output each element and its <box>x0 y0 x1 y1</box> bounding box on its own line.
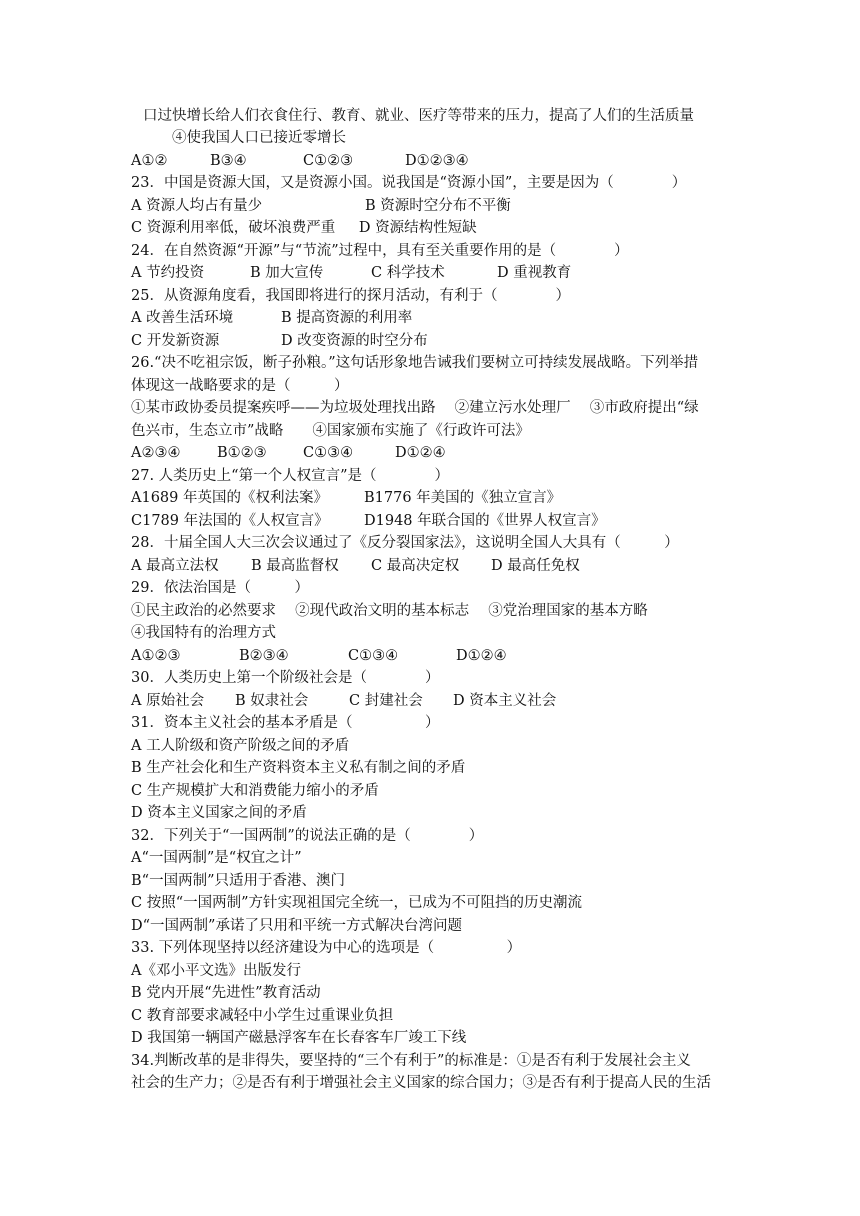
option-d: D 最高任免权 <box>491 558 580 574</box>
question-32: 32．下列关于“一国两制”的说法正确的是（ ） <box>131 828 484 844</box>
text-line: ④我国特有的治理方式 <box>131 625 276 641</box>
option-d: D①②④ <box>395 445 446 461</box>
option-b: B1776 年美国的《独立宣言》 <box>364 490 562 506</box>
options-q27b <box>131 511 606 533</box>
option-c: C 最高决定权 <box>371 558 460 574</box>
question-25: 25．从资源角度看，我国即将进行的探月活动，有利于（ ） <box>131 288 570 304</box>
option-d: D 资本主义社会 <box>453 693 557 709</box>
option-a: A 节约投资 <box>131 265 205 281</box>
option-b: B 生产社会化和生产资料资本主义私有制之间的矛盾 <box>131 760 466 776</box>
option-b: B②③④ <box>239 648 289 664</box>
option-b: B 提高资源的利用率 <box>281 310 413 326</box>
option-d: D 改变资源的时空分布 <box>281 333 428 349</box>
option-c: C 科学技术 <box>371 265 445 281</box>
option-a: A1689 年英国的《权利法案》 <box>131 490 328 506</box>
option-b: B 最高监督权 <box>251 558 339 574</box>
option-c: C 开发新资源 <box>131 333 220 349</box>
option-a: A②③④ <box>131 445 181 461</box>
option-c: C①③④ <box>348 648 399 664</box>
option-d: D 重视教育 <box>497 265 572 281</box>
options-q25a <box>131 308 413 330</box>
question-24: 24．在自然资源“开源”与“节流”过程中，具有至关重要作用的是（ ） <box>131 243 629 259</box>
question-34: 34.判断改革的是非得失，要坚持的“三个有利于”的标准是：①是否有利于发展社会主义 <box>131 1053 691 1069</box>
option-a: A①② <box>131 153 168 169</box>
text-line: ①某市政协委员提案疾呼——为垃圾处理找出路 ②建立污水处理厂 ③市政府提出“绿 <box>131 400 699 416</box>
options-q29 <box>131 646 507 668</box>
option-a: A《邓小平文选》出版发行 <box>131 963 301 979</box>
option-c: C 按照“一国两制”方针实现祖国完全统一，已成为不可阻挡的历史潮流 <box>131 895 583 911</box>
option-d: D①②③④ <box>405 153 469 169</box>
option-a: A①②③ <box>131 648 181 664</box>
option-a: A 资源人均占有量少 <box>131 198 263 214</box>
option-d: D 我国第一辆国产磁悬浮客车在长春客车厂竣工下线 <box>131 1030 467 1046</box>
options-q28 <box>131 556 580 578</box>
option-d: D①②④ <box>456 648 507 664</box>
option-d: D“一国两制”承诺了只用和平统一方式解决台湾问题 <box>131 918 462 934</box>
option-b: B“一国两制”只适用于香港、澳门 <box>131 873 345 889</box>
option-a: A“一国两制”是“权宜之计” <box>131 850 302 866</box>
option-a: A 原始社会 <box>131 693 205 709</box>
option-a: A 工人阶级和资产阶级之间的矛盾 <box>131 738 350 754</box>
text-line: ①民主政治的必然要求 ②现代政治文明的基本标志 ③党治理国家的基本方略 <box>131 603 648 619</box>
option-b: B 奴隶社会 <box>235 693 309 709</box>
option-b: B 党内开展“先进性”教育活动 <box>131 985 321 1001</box>
text-line: C 资源利用率低，破坏浪费严重 D 资源结构性短缺 <box>131 220 477 236</box>
text-line: 口过快增长给人们衣食住行、教育、就业、医疗等带来的压力，提高了人们的生活质量 <box>143 108 694 124</box>
option-c: C 教育部要求减轻中小学生过重课业负担 <box>131 1008 394 1024</box>
option-d: D 资本主义国家之间的矛盾 <box>131 805 307 821</box>
question-27: 27. 人类历史上“第一个人权宣言”是（ ） <box>131 468 449 484</box>
options-q30 <box>131 691 557 713</box>
option-c: C 封建社会 <box>349 693 423 709</box>
option-b: B 资源时空分布不平衡 <box>365 198 511 214</box>
option-c: C①②③ <box>303 153 354 169</box>
question-28: 28．十届全国人大三次会议通过了《反分裂国家法》，这说明全国人大具有（ ） <box>131 535 679 551</box>
question-29: 29．依法治国是（ ） <box>131 580 309 596</box>
text-line: 色兴市，生态立市”战略 ④国家颁布实施了《行政许可法》 <box>131 423 530 439</box>
options-q23 <box>131 196 511 218</box>
question-23: 23．中国是资源大国，又是资源小国。说我国是“资源小国”，主要是因为（ ） <box>131 175 687 191</box>
options-q24 <box>131 263 572 285</box>
question-30: 30．人类历史上第一个阶级社会是（ ） <box>131 670 440 686</box>
text-line: 体现这一战略要求的是（ ） <box>131 378 349 394</box>
option-d: D1948 年联合国的《世界人权宣言》 <box>364 513 606 529</box>
option-c: C1789 年法国的《人权宣言》 <box>131 513 329 529</box>
question-33: 33. 下列体现坚持以经济建设为中心的选项是（ ） <box>131 940 522 956</box>
option-c: C①③④ <box>303 445 354 461</box>
text-line: 社会的生产力；②是否有利于增强社会主义国家的综合国力；③是否有利于提高人民的生活 <box>131 1075 711 1091</box>
option-a: A 最高立法权 <box>131 558 219 574</box>
option-c: C 生产规模扩大和消费能力缩小的矛盾 <box>131 783 379 799</box>
options-q22 <box>131 151 469 173</box>
option-b: B③④ <box>210 153 247 169</box>
options-q26 <box>131 443 446 465</box>
options-q25b <box>131 331 428 353</box>
option-b: B 加大宣传 <box>250 265 324 281</box>
question-26: 26.“决不吃祖宗饭，断子孙粮。”这句话形象地告诫我们要树立可持续发展战略。下列举措 <box>131 355 699 371</box>
question-31: 31．资本主义社会的基本矛盾是（ ） <box>131 715 440 731</box>
options-q27a <box>131 488 562 510</box>
option-b: B①②③ <box>217 445 267 461</box>
text-line: ④使我国人口已接近零增长 <box>172 130 346 146</box>
option-a: A 改善生活环境 <box>131 310 234 326</box>
